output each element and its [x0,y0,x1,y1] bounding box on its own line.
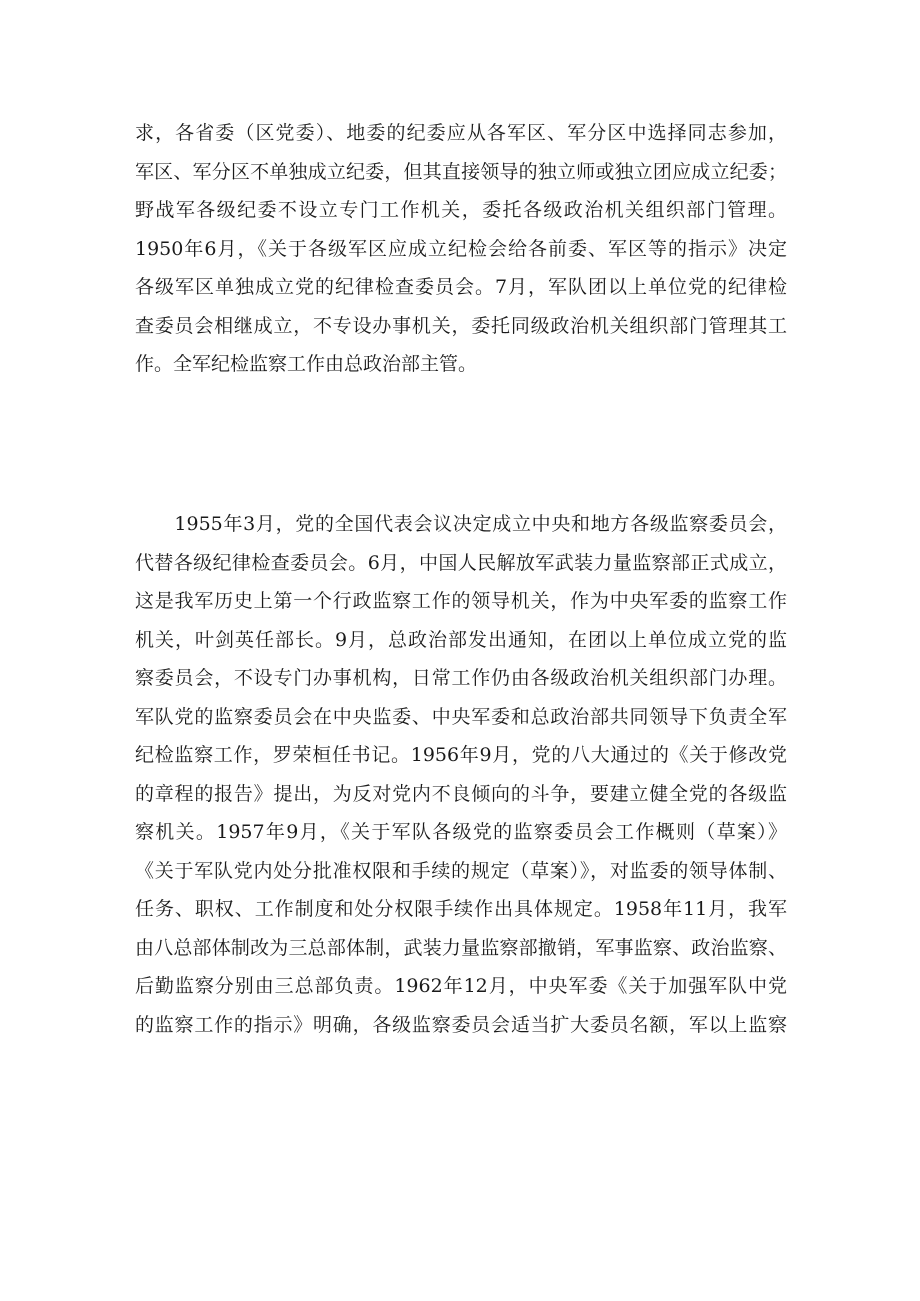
text-line: 这是我军历史上第一个行政监察工作的领导机关，作为中央军委的监察工作 [135,590,787,612]
text-line: 纪检监察工作，罗荣桓任书记。1956年9月，党的八大通过的《关于修改党 [135,744,787,766]
text-line: 的章程的报告》提出，为反对党内不良倾向的斗争，要建立健全党的各级监 [135,782,787,805]
text-line: 军区、军分区不单独成立纪委，但其直接领导的独立师或独立团应成立纪委； [135,160,787,183]
text-line: 查委员会相继成立，不专设办事机关，委托同级政治机关组织部门管理其工 [135,314,787,337]
text-line: 《关于军队党内处分批准权限和手续的规定（草案）》，对监委的领导体制、 [135,859,787,882]
text-line: 野战军各级纪委不设立专门工作机关，委托各级政治机关组织部门管理。 [135,199,787,221]
text-line: 由八总部体制改为三总部体制，武装力量监察部撤销，军事监察、政治监察、 [135,936,787,959]
text-line: 机关，叶剑英任部长。9月，总政治部发出通知，在团以上单位成立党的监 [135,628,787,651]
text-line: 察委员会，不设专门办事机构，日常工作仍由各级政治机关组织部门办理。 [135,667,787,689]
paragraph-2 [135,505,787,1044]
text-line: 军队党的监察委员会在中央监委、中央军委和总政治部共同领导下负责全军 [135,705,787,728]
text-line: 的监察工作的指示》明确，各级监察委员会适当扩大委员名额，军以上监察 [135,1013,787,1036]
text-line: 1950年6月，《关于各级军区应成立纪检会给各前委、军区等的指示》决定 [135,237,787,260]
text-line: 各级军区单独成立党的纪律检查委员会。7月，军队团以上单位党的纪律检 [135,276,787,298]
text-line: 代替各级纪律检查委员会。6月，中国人民解放军武装力量监察部正式成立， [135,551,787,574]
text-line: 任务、职权、工作制度和处分权限手续作出具体规定。1958年11月，我军 [135,898,787,920]
text-line: 作。全军纪检监察工作由总政治部主管。 [135,353,478,375]
text-line: 1955年3月，党的全国代表会议决定成立中央和地方各级监察委员会， [135,513,787,535]
text-line: 后勤监察分别由三总部负责。1962年12月，中央军委《关于加强军队中党 [135,975,787,997]
paragraph-1 [135,114,787,384]
text-line: 求，各省委（区党委）、地委的纪委应从各军区、军分区中选择同志参加， [135,122,787,144]
text-line: 察机关。1957年9月，《关于军队各级党的监察委员会工作概则（草案）》 [135,821,787,843]
